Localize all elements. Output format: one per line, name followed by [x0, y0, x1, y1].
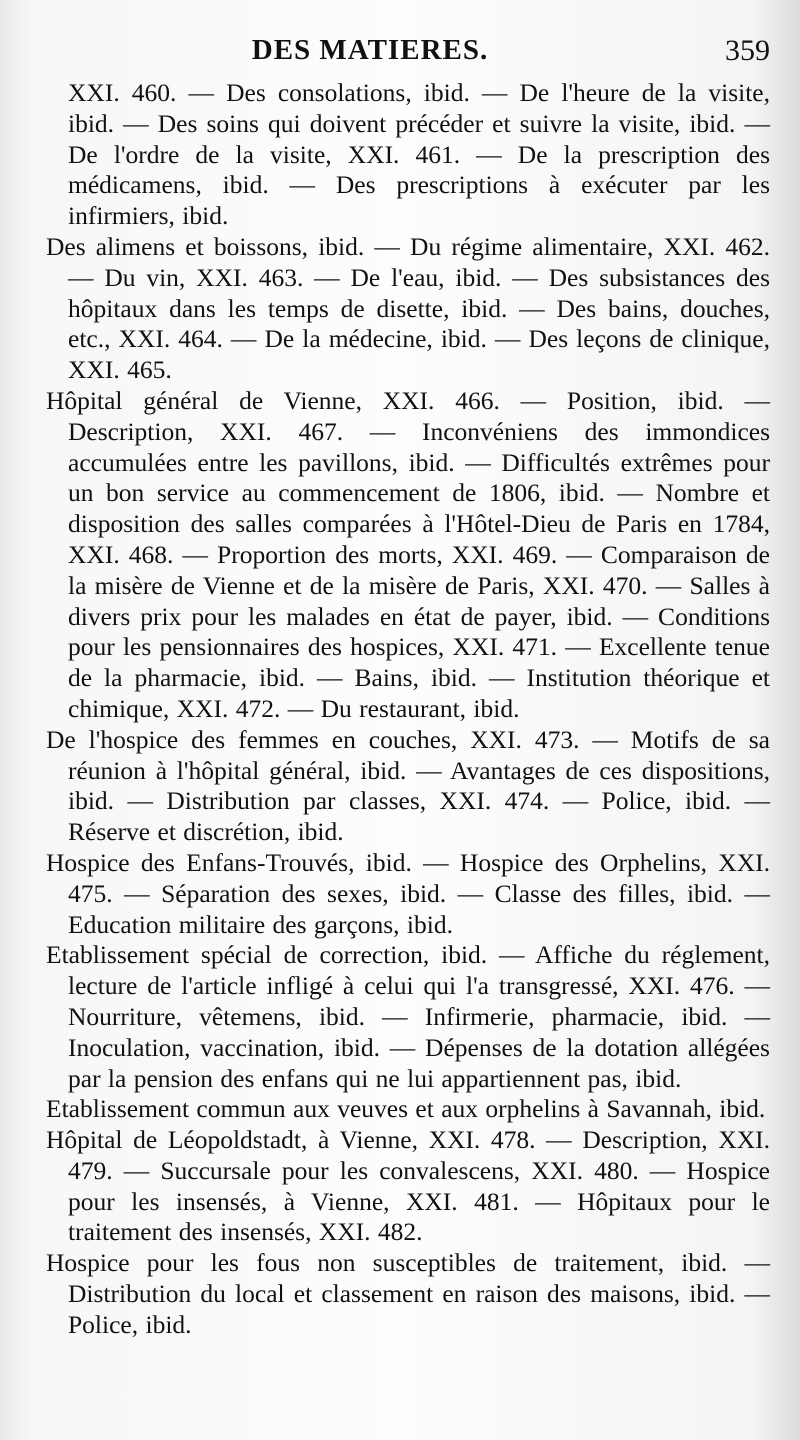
index-entry: Hospice pour les fous non susceptibles de traitement, ibid. — Distribution du local et classement en raison des maisons, ibid. — Police, ibid.: [46, 1248, 770, 1339]
index-entry: Hôpital général de Vienne, XXI. 466. — Position, ibid. — Description, XXI. 467. — Inconvéniens des immondices accumulées entre les pavillons, ibid. — Difficultés extrêmes pour un bon service au commencement de 1806, ibid. — Nombre et disposition des salles comparées à l'Hôtel-Dieu de Paris en 1784, XXI. 468. — Proportion des morts, XXI. 469. — Comparaison de la misère de Vienne et de la misère de Paris, XXI. 470. — Salles à divers prix pour les malades en état de payer, ibid. — Conditions pour les pensionnaires des hospices, XXI. 471. — Excellente tenue de la pharmacie, ibid. — Bains, ibid. — Institution théorique et chimique, XXI. 472. — Du restaurant, ibid.: [46, 385, 770, 723]
index-entry: Etablissement commun aux veuves et aux orphelins à Savannah, ibid.: [46, 1094, 766, 1124]
page-number: 359: [725, 34, 770, 67]
index-entry: Hôpital de Léopoldstadt, à Vienne, XXI. 478. — Description, XXI. 479. — Succursale pour les convalescens, XXI. 480. — Hospice pour les insensés, à Vienne, XXI. 481. — Hôpitaux pour le traitement des insensés, XXI. 482.: [46, 1125, 770, 1247]
index-entry: Des alimens et boissons, ibid. — Du régime alimentaire, XXI. 462. — Du vin, XXI. 463. — De l'eau, ibid. — Des subsistances des hôpitaux dans les temps de disette, ibid. — Des bains, douches, etc., XXI. 464. — De la médecine, ibid. — Des leçons de clinique, XXI. 465.: [46, 231, 770, 385]
index-entry: De l'hospice des femmes en couches, XXI. 473. — Motifs de sa réunion à l'hôpital général, ibid. — Avantages de ces dispositions, ibid. — Distribution par classes, XXI. 474. — Police, ibid. — Réserve et discrétion, ibid.: [46, 724, 770, 847]
page-title: DES MATIERES.: [251, 34, 489, 66]
running-header: [0, 34, 800, 74]
index-entry: Etablissement spécial de correction, ibid. — Affiche du réglement, lecture de l'article infligé à celui qui l'a transgressé, XXI. 476. — Nourriture, vêtemens, ibid. — Infirmerie, pharmacie, ibid. — Inoculation, vaccination, ibid. — Dépenses de la dotation allégées par la pension des enfans qui ne lui appartiennent pas, ibid.: [46, 940, 770, 1093]
index-entry: Hospice des Enfans-Trouvés, ibid. — Hospice des Orphelins, XXI. 475. — Séparation des sexes, ibid. — Classe des filles, ibid. — Education militaire des garçons, ibid.: [46, 847, 770, 939]
index-entries: [0, 78, 800, 1341]
index-entry: XXI. 460. — Des consolations, ibid. — De l'heure de la visite, ibid. — Des soins qui doivent précéder et suivre la visite, ibid. — De l'ordre de la visite, XXI. 461. — De la prescription des médicamens, ibid. — Des prescriptions à exécuter par les infirmiers, ibid.: [68, 78, 770, 231]
